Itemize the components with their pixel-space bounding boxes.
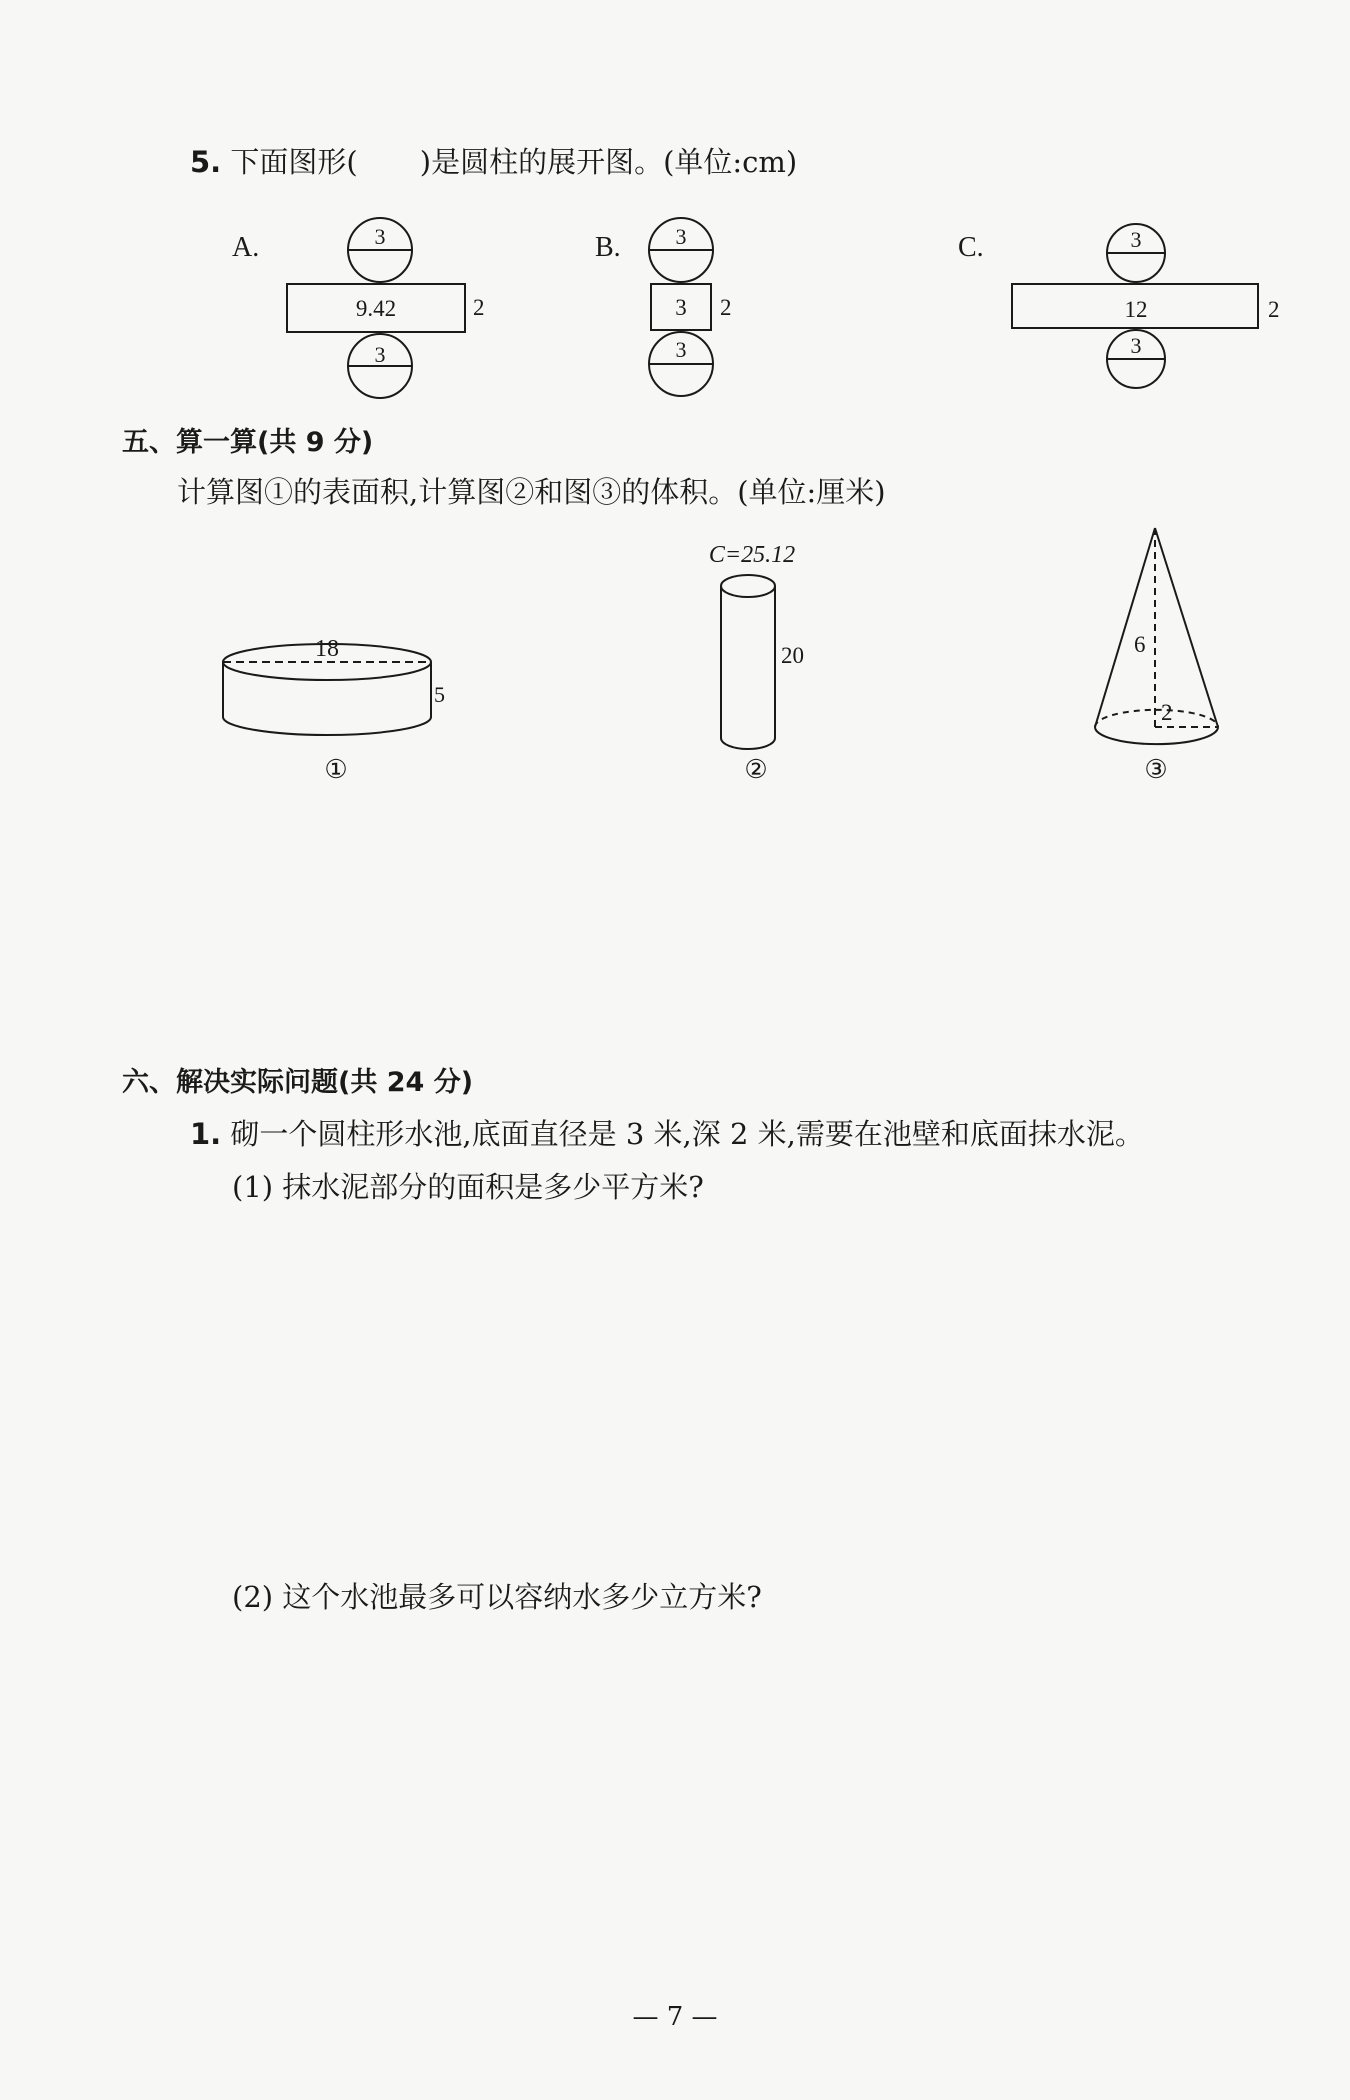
- fig1-diameter: 18: [315, 636, 339, 662]
- option-b-label[interactable]: B.: [595, 232, 621, 263]
- answer-area-2[interactable]: [232, 1625, 1252, 1965]
- option-c-rect-length: 12: [1124, 297, 1148, 322]
- problem-1-text: 砌一个圆柱形水池,底面直径是 3 米,深 2 米,需要在池壁和底面抹水泥。: [230, 1117, 1144, 1151]
- option-b-bottom-diameter: 3: [675, 337, 687, 362]
- sub-question-1: (1) 抹水泥部分的面积是多少平方米?: [232, 1170, 704, 1204]
- section-5-title: 五、算一算(共 9 分): [122, 427, 374, 458]
- option-c-bottom-diameter: 3: [1130, 333, 1142, 358]
- question-text-before: 下面图形(: [230, 145, 358, 179]
- problem-1: [190, 1112, 1144, 1153]
- problem-1-number: 1.: [190, 1117, 222, 1151]
- option-b-top-diameter: 3: [675, 224, 687, 249]
- option-a-bottom-diameter: 3: [374, 342, 386, 367]
- question-5: [190, 140, 797, 181]
- page-number: — 7 —: [632, 2002, 718, 2032]
- fig3-height: 6: [1134, 632, 1146, 657]
- option-a-rect-height: 2: [473, 295, 485, 320]
- option-a-rect-length: 9.42: [355, 296, 397, 321]
- option-c-label[interactable]: C.: [958, 232, 984, 263]
- fig2-height: 20: [781, 643, 804, 668]
- fig1-label: ①: [324, 755, 348, 784]
- answer-area-1[interactable]: [232, 1215, 1252, 1535]
- fig2-label: ②: [744, 755, 768, 784]
- section-5-figures: [0, 520, 1350, 790]
- fig3-radius: 2: [1161, 700, 1173, 725]
- option-b-rect-length: 3: [675, 295, 687, 320]
- question-number: 5.: [190, 145, 222, 179]
- fig2-circumference: C=25.12: [708, 542, 796, 568]
- option-c-top-diameter: 3: [1130, 227, 1142, 252]
- option-a-label[interactable]: A.: [232, 232, 260, 263]
- section-6-title: 六、解决实际问题(共 24 分): [122, 1067, 474, 1098]
- cylinder-net-options: [0, 200, 1350, 410]
- option-a-top-diameter: 3: [374, 224, 386, 249]
- fig3-label: ③: [1144, 755, 1168, 784]
- question-text-after: )是圆柱的展开图。(单位:cm): [419, 145, 798, 179]
- sub-question-2: (2) 这个水池最多可以容纳水多少立方米?: [232, 1580, 762, 1614]
- option-c-rect-height: 2: [1268, 297, 1280, 322]
- section-5-instruction: 计算图①的表面积,计算图②和图③的体积。(单位:厘米): [177, 475, 886, 509]
- option-b-rect-height: 2: [720, 295, 732, 320]
- fig1-height: 5: [434, 682, 445, 707]
